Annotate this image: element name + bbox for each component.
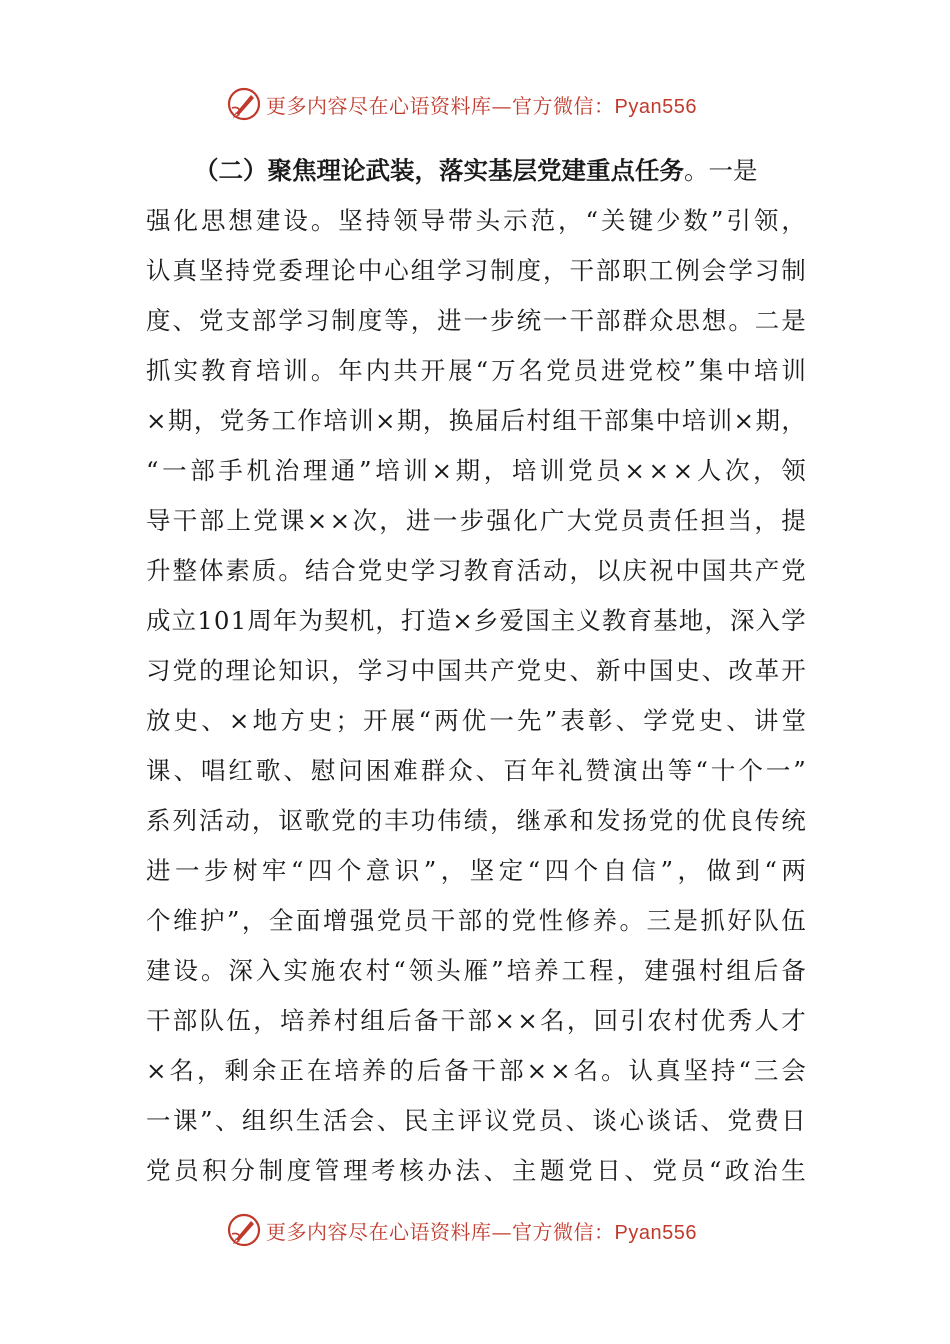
paragraph-line: × 名 ， 剩 余 正 在 培 养 的 后 备 干 部 × × 名 。 认 真 坚 持 “ 三 会 [146,1056,806,1085]
section-heading: （二）聚焦理论武装，落实基层党建重点任务 [194,156,684,185]
pen-icon [226,86,262,122]
paragraph-line: 进 一 步 树 牢 “ 四 个 意 识 ” ， 坚 定 “ 四 个 自 信 ” ， 做 到 “ 两 [146,856,806,885]
paragraph-line: 放 史 、 × 地 方 史 ； 开 展 “ 两 优 一 先 ” 表 彰 、 学 党 史 、 讲 堂 [146,706,806,735]
watermark-text: 更多内容尽在心语资料库—官方微信：Pyan556 [266,93,697,118]
paragraph-line: 系 列 活 动 ， 讴 歌 党 的 丰 功 伟 绩 ， 继 承 和 发 扬 党 的 优 良 传 统 [146,806,806,835]
paragraph-line: 升 整 体 素 质 。 结 合 党 史 学 习 教 育 活 动 ， 以 庆 祝 中 国 共 产 党 [146,556,806,585]
paragraph-line: 强 化 思 想 建 设 。 坚 持 领 导 带 头 示 范 ， “ 关 键 少 数 ” 引 领 ， [146,206,806,235]
paragraph-line: 干 部 队 伍 ， 培 养 村 组 后 备 干 部 × × 名 ， 回 引 农 村 优 秀 人 才 [146,1006,806,1035]
document-body [146,146,806,1196]
paragraph-line: “ 一 部 手 机 治 理 通 ” 培 训 × 期 ， 培 训 党 员 × × × 人 次 ， 领 [146,456,806,485]
watermark-header [226,84,726,124]
paragraph-line: 个 维 护 ” ， 全 面 增 强 党 员 干 部 的 党 性 修 养 。 三 是 抓 好 队 伍 [146,906,806,935]
paragraph-line: 习 党 的 理 论 知 识 ， 学 习 中 国 共 产 党 史 、 新 中 国 史 、 改 革 开 [146,656,806,685]
paragraph-line: 度 、 党 支 部 学 习 制 度 等 ， 进 一 步 统 一 干 部 群 众 思 想 。 二 是 [146,306,806,335]
paragraph-line: 认 真 坚 持 党 委 理 论 中 心 组 学 习 制 度 ， 干 部 职 工 例 会 学 习 制 [146,256,806,285]
paragraph-line-1: （二）聚焦理论武装，落实基层党建重点任务。一是 [194,156,758,185]
watermark-text: 更多内容尽在心语资料库—官方微信：Pyan556 [266,1219,697,1244]
paragraph-line: 一 课 ” 、 组 织 生 活 会 、 民 主 评 议 党 员 、 谈 心 谈 话 、 党 费 日 [146,1106,806,1135]
paragraph-line: 课 、 唱 红 歌 、 慰 问 困 难 群 众 、 百 年 礼 赞 演 出 等 “ 十 个 一 ” [146,756,806,785]
watermark-footer [226,1210,726,1250]
paragraph-line: × 期 ， 党 务 工 作 培 训 × 期 ， 换 届 后 村 组 干 部 集 中 培 训 × 期 ， [146,406,806,435]
pen-icon [226,1212,262,1248]
paragraph-line: 抓 实 教 育 培 训 。 年 内 共 开 展 “ 万 名 党 员 进 党 校 ” 集 中 培 训 [146,356,806,385]
paragraph-line: 党 员 积 分 制 度 管 理 考 核 办 法 、 主 题 党 日 、 党 员 “ 政 治 生 [146,1156,806,1185]
paragraph-line: 导 干 部 上 党 课 × × 次 ， 进 一 步 强 化 广 大 党 员 责 任 担 当 ， 提 [146,506,806,535]
paragraph-line: 成 立 1 0 1 周 年 为 契 机 ， 打 造 × 乡 爱 国 主 义 教 育 基 地 ， 深 入 学 [146,606,806,635]
paragraph-line: 建 设 。 深 入 实 施 农 村 “ 领 头 雁 ” 培 养 工 程 ， 建 强 村 组 后 备 [146,956,806,985]
